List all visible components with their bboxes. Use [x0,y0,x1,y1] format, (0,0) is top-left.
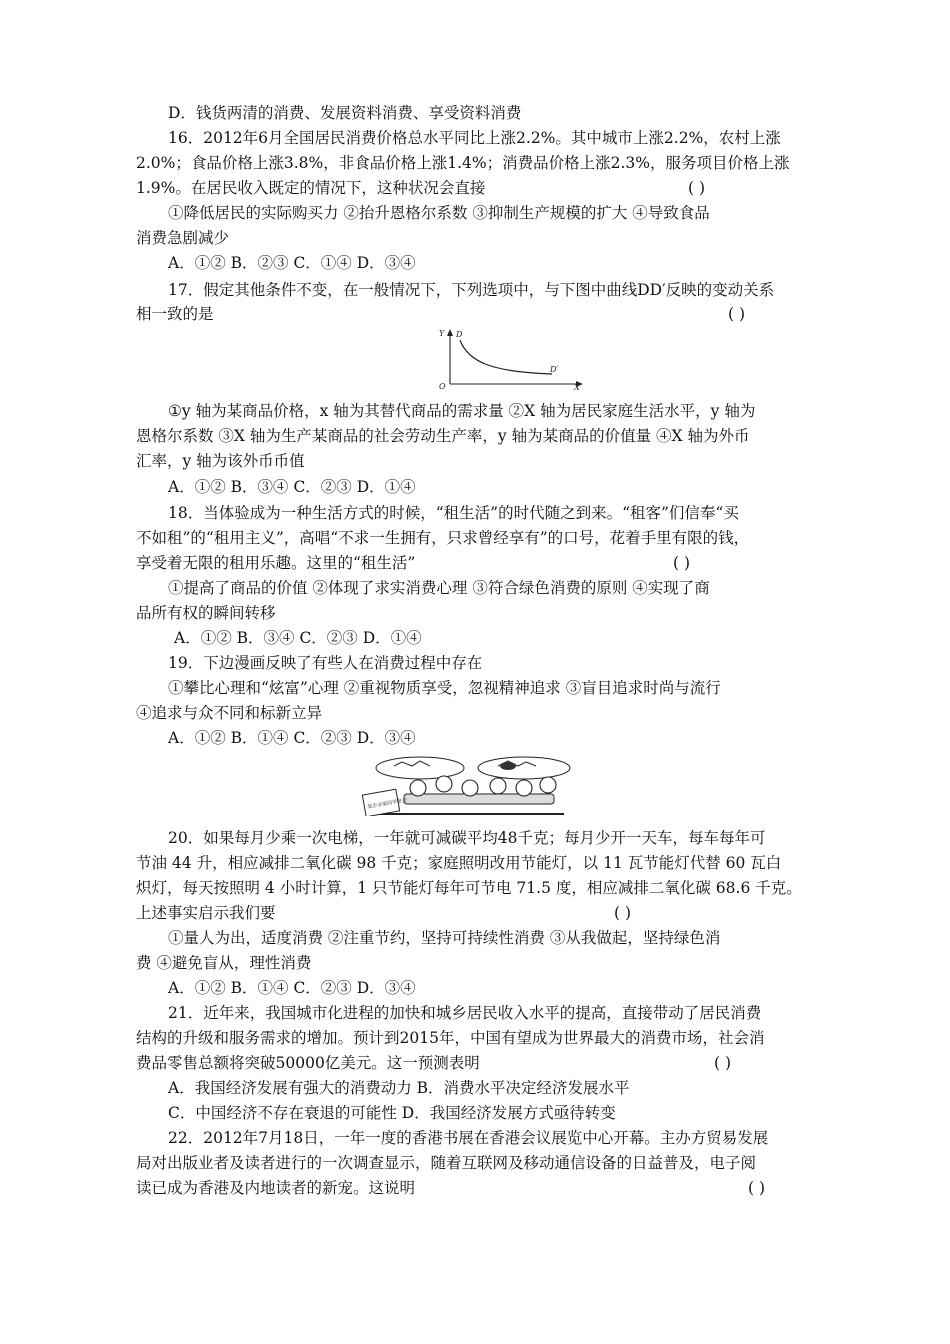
q17-stem-line1: 17．假定其他条件不变，在一般情况下，下列选项中，与下图中曲线DD′反映的变动关系 [168,281,775,299]
q19-stem-line1: 19．下边漫画反映了有些人在消费过程中存在 [168,654,483,672]
q17-stem-line2: 相一致的是 [136,305,214,323]
graph-label-o: O [439,382,446,390]
q16-answer-blank: ( ) [688,179,706,197]
q20-stem-line1: 20．如果每月少乘一次电梯，一年就可减碳平均48千克；每月少开一天车，每车每年可 [168,829,766,847]
person-head [540,777,556,793]
q16-stem-line1: 16．2012年6月全国居民消费价格总水平同比上涨2.2%。其中城市上涨2.2%，农村上涨 [168,129,781,147]
graph-label-d: D [456,330,463,339]
q21-stem-line1: 21．近年来，我国城市化进程的加快和城乡居民收入水平的提高，直接带动了居民消费 [168,1004,762,1022]
q17-answer-blank: ( ) [728,305,746,323]
q16-items-line1: ①降低居民的实际购买力 ②抬升恩格尔系数 ③抑制生产规模的扩大 ④导致食品 [168,204,710,222]
car-doodle [500,762,516,770]
q18-items-line1: ①提高了商品的价值 ②体现了求实消费心理 ③符合绿色消费的原则 ④实现了商 [168,579,710,597]
q20-stem-line2: 节油 44 升，相应减排二氧化碳 98 千克；家庭照明改用节能灯，以 11 瓦节能灯代替 60 瓦白 [136,854,782,872]
q22-answer-blank: ( ) [748,1179,766,1197]
graph-label-y: Y [439,329,445,338]
q17-items-line3: 汇率，y 轴为该外币币值 [136,452,305,470]
q21-stem-line3: 费品零售总额将突破50000亿美元。这一预测表明 [136,1054,480,1072]
q21-options-ab: A．我国经济发展有强大的消费动力 B．消费水平决定经济发展水平 [168,1079,630,1097]
q16-items-line2: 消费急剧减少 [136,229,230,247]
q18-options: A．①② B．③④ C．②③ D．①④ [174,629,422,647]
q19-cartoon-image [358,754,584,816]
y-axis-arrow [447,329,453,336]
q18-stem-line2: 不如租”的“租用主义”，高唱“不求一生拥有，只求曾经享有”的口号，花着手里有限的钱， [136,529,750,547]
curve-dd [460,340,552,374]
person-head [410,780,426,796]
q22-stem-line2: 局对出版业者及读者进行的一次调查显示，随着互联网及移动通信设备的日益普及，电子阅 [136,1154,757,1172]
q20-items-line1: ①量人为出，适度消费 ②注重节约，坚持可持续性消费 ③从我做起，坚持绿色消 [168,929,721,947]
banquet-table [404,794,554,804]
q16-stem-line3: 1.9%。在居民收入既定的情况下，这种状况会直接 [136,179,486,197]
q19-items-line1: ①攀比心理和“炫富”心理 ②重视物质享受，忽视精神追求 ③盲目追求时尚与流行 [168,679,721,697]
q20-stem-line3: 炽灯，每天按照明 4 小时计算，1 只节能灯每年可节电 71.5 度，相应减排二氧化碳 68.6 千克。 [136,879,802,897]
graph-label-dprime: D′ [550,365,559,374]
q18-items-line2: 品所有权的瞬间转移 [136,604,276,622]
q18-answer-blank: ( ) [673,554,691,572]
q17-items-line1: ①y 轴为某商品价格，x 轴为其替代商品的需求量 ②X 轴为居民家庭生活水平，y 轴为 [168,402,756,420]
q21-options-cd: C．中国经济不存在衰退的可能性 D．我国经济发展方式亟待转变 [168,1104,616,1122]
q22-stem-line1: 22．2012年7月18日，一年一度的香港书展在香港会议展览中心开幕。主办方贸易发展 [168,1129,769,1147]
q20-answer-blank: ( ) [614,904,632,922]
q16-options: A．①② B．②③ C．①④ D．③④ [168,254,416,272]
q20-options: A．①② B．①④ C．②③ D．③④ [168,979,416,997]
q15-option-d: D．钱货两清的消费、发展资料消费、享受资料消费 [168,104,522,122]
person-head [436,776,452,792]
q17-items-line2: 恩格尔系数 ③X 轴为生产某商品的社会劳动生产率，y 轴为某商品的价值量 ④X 轴为外币 [136,427,750,445]
thought-cloud-right [478,757,570,779]
q16-stem-line2: 2.0%；食品价格上涨3.8%，非食品价格上涨1.4%；消费品价格上涨2.3%，服务项目价格上涨 [136,154,790,172]
person-head [490,778,506,794]
person-head [462,780,478,796]
q20-items-line2: 费 ④避免盲从，理性消费 [136,954,312,972]
q19-options: A．①② B．①④ C．②③ D．③④ [168,729,416,747]
q19-items-line2: ④追求与众不同和标新立异 [136,704,323,722]
person-head [516,780,532,796]
q21-stem-line2: 结构的升级和服务需求的增加。预计到2015年，中国有望成为世界最大的消费市场，社会消 [136,1029,765,1047]
q22-stem-line3: 读已成为香港及内地读者的新宠。这说明 [136,1179,416,1197]
cartoon-sign-text: 某企业家同学聚会 [367,797,408,811]
q17-curve-graph [434,326,594,390]
q18-stem-line3: 享受着无限的租用乐趣。这里的“租生活” [136,554,416,572]
q20-stem-line4: 上述事实启示我们要 [136,904,276,922]
graph-label-x: X [574,383,580,390]
q18-stem-line1: 18．当体验成为一种生活方式的时候，“租生活”的时代随之到来。“租客”们信奉“买 [168,504,739,522]
q21-answer-blank: ( ) [714,1054,732,1072]
q17-options: A．①② B．③④ C．②③ D．①④ [168,478,416,496]
thought-cloud-left [376,757,464,779]
